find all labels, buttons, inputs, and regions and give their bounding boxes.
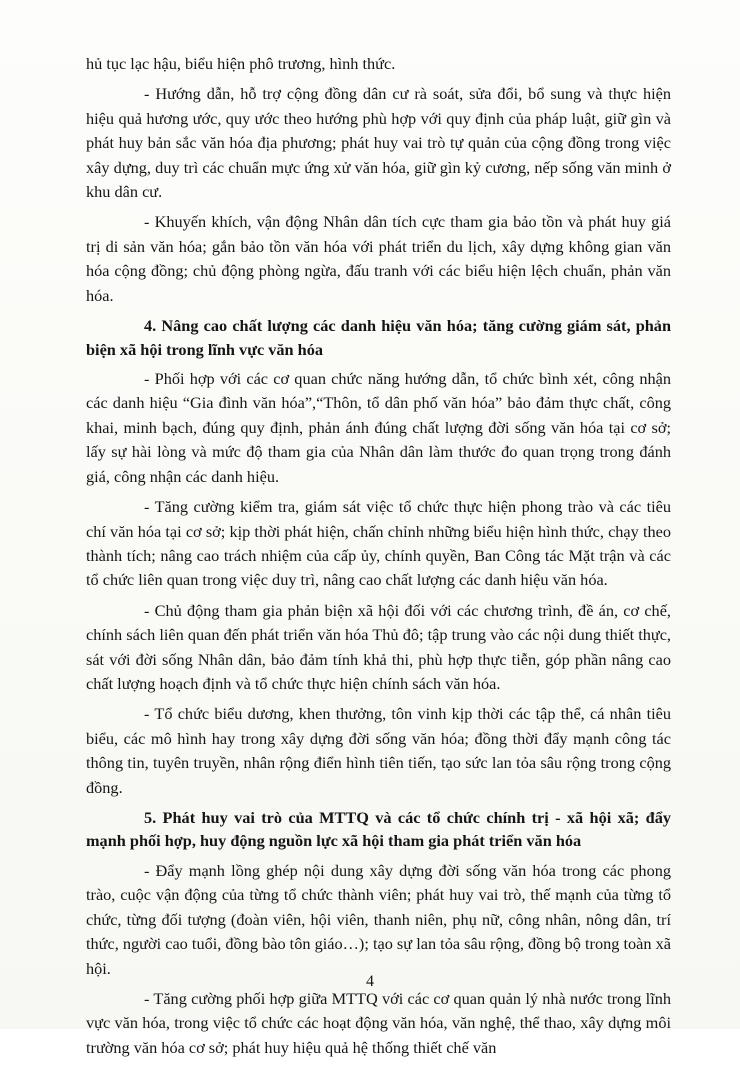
paragraph-cultural-titles: - Phối hợp với các cơ quan chức năng hướng dẫn, tổ chức bình xét, công nhận các danh hiệu “Gia đình văn hóa”,“Thôn, tổ dân phố văn hóa” bảo đảm thực chất, công khai, minh bạch, đúng quy định, phản ánh đúng chất lượng đời sống văn hóa tại cơ sở; lấy sự hài lòng và mức độ tham gia của Nhân dân làm thước đo quan trọng trong đánh giá, công nhận các danh hiệu. <box>86 369 671 486</box>
paragraph-coordination: - Tăng cường phối hợp giữa MTTQ với các cơ quan quản lý nhà nước trong lĩnh vực văn hóa, trong việc tổ chức các hoạt động văn hóa, văn nghệ, thể thao, xây dựng môi trường văn hóa cơ sở; phát huy hiệu quả hệ thống thiết chế văn <box>86 989 671 1057</box>
page-body <box>86 52 671 1066</box>
section-heading-4: 4. Nâng cao chất lượng các danh hiệu văn hóa; tăng cường giám sát, phản biện xã hội trong lĩnh vực văn hóa <box>86 316 671 359</box>
paragraph-village-conventions: - Hướng dẫn, hỗ trợ cộng đồng dân cư rà soát, sửa đổi, bổ sung và thực hiện hiệu quả hương ước, quy ước theo hướng phù hợp với quy định của pháp luật, giữ gìn và phát huy bản sắc văn hóa địa phương; phát huy vai trò tự quản của cộng đồng trong việc xây dựng, duy trì các chuẩn mực ứng xử văn hóa, giữ gìn kỷ cương, nếp sống văn minh ở khu dân cư. <box>86 84 671 202</box>
paragraph-social-criticism: - Chủ động tham gia phản biện xã hội đối với các chương trình, đề án, cơ chế, chính sách liên quan đến phát triển văn hóa Thủ đô; tập trung vào các nội dung thiết thực, sát với đời sống Nhân dân, bảo đảm tính khả thi, phù hợp thực tiễn, góp phần nâng cao chất lượng hoạch định và tổ chức thực hiện chính sách văn hóa. <box>86 600 671 693</box>
section-heading-5: 5. Phát huy vai trò của MTTQ và các tổ chức chính trị - xã hội xã; đẩy mạnh phối hợp, huy động nguồn lực xã hội tham gia phát triển văn hóa <box>86 807 671 851</box>
paragraph-commendation: - Tổ chức biểu dương, khen thưởng, tôn vinh kịp thời các tập thể, cá nhân tiêu biểu, các mô hình hay trong xây dựng đời sống văn hóa; đồng thời đẩy mạnh công tác thông tin, tuyên truyền, nhân rộng điển hình tiên tiến, tạo sức lan tỏa sâu rộng trong cộng đồng. <box>86 704 671 797</box>
paragraph-inspection: - Tăng cường kiểm tra, giám sát việc tổ chức thực hiện phong trào và các tiêu chí văn hóa tại cơ sở; kịp thời phát hiện, chấn chỉnh những biểu hiện hình thức, chạy theo thành tích; nâng cao trách nhiệm của cấp ủy, chính quyền, Ban Công tác Mặt trận và các tổ chức liên quan trong việc duy trì, nâng cao chất lượng các danh hiệu văn hóa. <box>86 497 671 590</box>
page-number: 4 <box>366 973 374 990</box>
paragraph-continuation: hủ tục lạc hậu, biểu hiện phô trương, hình thức. <box>86 54 396 73</box>
paragraph-heritage-preservation: - Khuyến khích, vận động Nhân dân tích cực tham gia bảo tồn và phát huy giá trị di sản văn hóa; gắn bảo tồn văn hóa với phát triển du lịch, xây dựng không gian văn hóa cộng đồng; chủ động phòng ngừa, đấu tranh với các biểu hiện lệch chuẩn, phản văn hóa. <box>86 212 671 305</box>
paragraph-integration: - Đẩy mạnh lồng ghép nội dung xây dựng đời sống văn hóa trong các phong trào, cuộc vận động của từng tổ chức thành viên; phát huy vai trò, thế mạnh của từng tổ chức, từng đối tượng (đoàn viên, hội viên, thanh niên, phụ nữ, công nhân, nông dân, trí thức, người cao tuổi, đồng bào tôn giáo…); tạo sự lan tỏa sâu rộng, đồng bộ trong toàn xã hội. <box>86 860 671 978</box>
